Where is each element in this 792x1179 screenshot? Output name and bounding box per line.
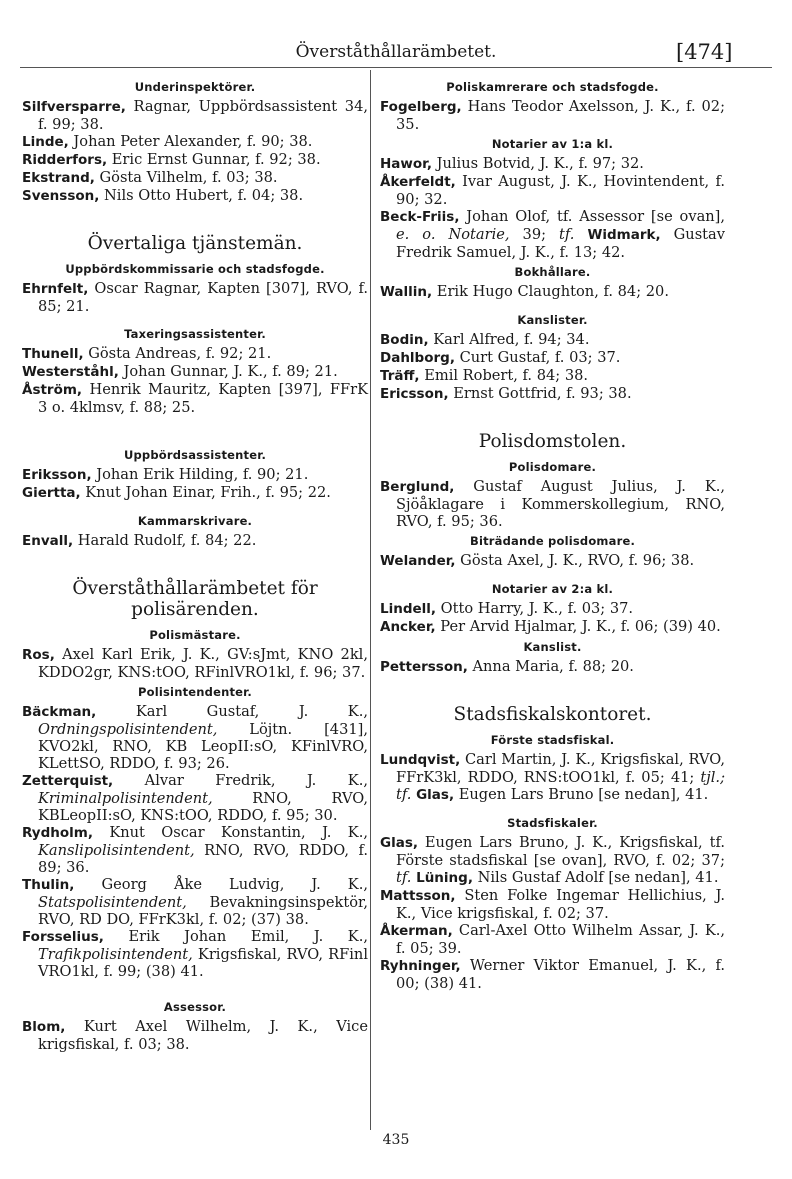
directory-entry bbox=[380, 173, 725, 208]
directory-entry bbox=[380, 658, 725, 676]
entry-text: Knut Oscar Konstantin, J. K., bbox=[92, 824, 368, 841]
entry-name: Träff, bbox=[380, 368, 420, 384]
page-reference: [474] bbox=[676, 40, 733, 64]
entry-text: Carl-Axel Otto Wilhelm Assar, J. K., f. 05; 39. bbox=[396, 922, 725, 957]
directory-entry bbox=[22, 646, 368, 681]
subsection-heading: Biträdande polisdomare. bbox=[469, 534, 636, 548]
page-number: 435 bbox=[382, 1132, 410, 1148]
entry-name: Pettersson, bbox=[380, 659, 468, 675]
directory-entry bbox=[22, 532, 368, 550]
entry-name: Rydholm, bbox=[22, 825, 93, 841]
entry-text: Per Arvid Hjalmar, J. K., f. 06; (39) 40. bbox=[435, 618, 721, 635]
entry-text: Curt Gustaf, f. 03; 37. bbox=[454, 349, 621, 366]
entry-name: Giertta, bbox=[22, 485, 81, 501]
entry-text: Bevakningsinspektör, RVO, RD DO, FFrK3kl, f. 02; (37) 38. bbox=[38, 894, 368, 928]
subsection-heading: Polismästare. bbox=[149, 628, 241, 642]
entry-text: Henrik Mauritz, Kapten [397], FFrK 3 o. 4klmsv, f. 88; 25. bbox=[38, 381, 368, 416]
entry-name: Zetterquist, bbox=[22, 773, 114, 789]
entry-text: Ernst Gottfrid, f. 93; 38. bbox=[448, 385, 632, 402]
entry-name: Lüning, bbox=[411, 870, 473, 886]
entry-title-italic: Statspolisintendent, bbox=[38, 894, 187, 911]
directory-entry bbox=[22, 703, 368, 772]
entry-name: Bodin, bbox=[380, 332, 429, 348]
entry-name: Forsselius, bbox=[22, 929, 104, 945]
subsection-heading: Poliskamrerare och stadsfogde. bbox=[446, 80, 659, 94]
subsection-heading: Bokhållare. bbox=[514, 265, 591, 279]
directory-entry bbox=[22, 151, 368, 169]
entry-text: Julius Botvid, J. K., f. 97; 32. bbox=[431, 155, 644, 172]
entry-text: Eugen Lars Bruno, J. K., Krigsfiskal, tf. Förste stadsfiskal [se ovan], RVO, f. 02; 37; bbox=[396, 834, 725, 869]
directory-entry bbox=[22, 484, 368, 502]
subsection-heading: Uppbördsassistenter. bbox=[123, 448, 267, 462]
entry-title-italic: e. o. Notarie, bbox=[396, 226, 510, 243]
section-heading: Stadsfiskalskontoret. bbox=[453, 704, 652, 725]
entry-text: Gösta Vilhelm, f. 03; 38. bbox=[94, 169, 278, 186]
entry-name: Ekstrand, bbox=[22, 170, 95, 186]
entry-name: Ryhninger, bbox=[380, 958, 461, 974]
directory-entry bbox=[380, 349, 725, 367]
directory-entry bbox=[380, 618, 725, 636]
directory-entry bbox=[380, 331, 725, 349]
section-heading: Övertaliga tjänstemän. bbox=[87, 233, 303, 254]
subsection-heading: Notarier av 1:a kl. bbox=[491, 137, 614, 151]
entry-text: Harald Rudolf, f. 84; 22. bbox=[73, 532, 257, 549]
subsection-heading: Kanslister. bbox=[517, 313, 588, 327]
entry-name: Westerståhl, bbox=[22, 364, 119, 380]
directory-entry bbox=[22, 772, 368, 824]
entry-text: RNO, RVO, KBLeopII:sO, KNS:tOO, RDDO, f. 95; 30. bbox=[38, 790, 368, 824]
subsection-heading: Polisdomare. bbox=[508, 460, 597, 474]
spacer bbox=[380, 804, 725, 812]
subsection-heading: Stadsfiskaler. bbox=[507, 816, 598, 830]
entry-text: Löjtn. [431], KVO2kl, RNO, KB LeopII:sO, KFinlVRO, KLettSO, RDDO, f. 93; 26. bbox=[38, 721, 368, 772]
entry-text: 39; bbox=[509, 226, 560, 243]
entry-text: RNO, RVO, RDDO, f. 89; 36. bbox=[38, 842, 368, 876]
entry-text: Gustav Fredrik Samuel, J. K., f. 13; 42. bbox=[396, 226, 725, 261]
spacer bbox=[380, 676, 725, 704]
entry-text: Eric Ernst Gunnar, f. 92; 38. bbox=[107, 151, 321, 168]
directory-entry bbox=[380, 600, 725, 618]
entry-text: Gösta Andreas, f. 92; 21. bbox=[83, 345, 272, 362]
entry-name: Dahlborg, bbox=[380, 350, 455, 366]
entry-text: Oscar Ragnar, Kapten [307], RVO, f. 85; 21. bbox=[38, 280, 368, 315]
entry-text: Ivar August, J. K., Hovintendent, f. 90; 32. bbox=[396, 173, 725, 208]
subsection-heading: Notarier av 2:a kl. bbox=[491, 582, 614, 596]
page-title: Överståthållarämbetet. bbox=[295, 42, 497, 62]
entry-name: Thulin, bbox=[22, 877, 75, 893]
directory-entry bbox=[380, 98, 725, 133]
entry-text: Sten Folke Ingemar Hellichius, J. K., Vice krigsfiskal, f. 02; 37. bbox=[396, 887, 725, 922]
spacer bbox=[22, 315, 368, 323]
header-rule bbox=[20, 67, 772, 68]
entry-text: Johan Olof, tf. Assessor [se ovan], bbox=[459, 208, 725, 225]
entry-name: Thunell, bbox=[22, 346, 84, 362]
entry-name: Ericsson, bbox=[380, 386, 449, 402]
directory-entry bbox=[22, 363, 368, 381]
right-column bbox=[380, 76, 725, 992]
directory-entry bbox=[380, 478, 725, 530]
directory-entry bbox=[22, 280, 368, 315]
directory-entry bbox=[380, 751, 725, 804]
subsection-heading: Kammarskrivare. bbox=[137, 514, 253, 528]
entry-text: Johan Peter Alexander, f. 90; 38. bbox=[68, 133, 313, 150]
entry-name: Svensson, bbox=[22, 188, 100, 204]
directory-entry bbox=[380, 283, 725, 301]
spacer bbox=[380, 403, 725, 431]
directory-entry bbox=[22, 876, 368, 928]
directory-entry bbox=[380, 208, 725, 261]
entry-title-italic: tf. bbox=[559, 226, 575, 243]
entry-name: Linde, bbox=[22, 134, 69, 150]
column-divider bbox=[370, 70, 371, 1130]
entry-text: Anna Maria, f. 88; 20. bbox=[467, 658, 634, 675]
entry-text: Erik Hugo Claughton, f. 84; 20. bbox=[432, 283, 669, 300]
entry-text: Nils Otto Hubert, f. 04; 38. bbox=[99, 187, 304, 204]
entry-name: Eriksson, bbox=[22, 467, 92, 483]
subsection-heading: Underinspektörer. bbox=[134, 80, 256, 94]
entry-name: Envall, bbox=[22, 533, 74, 549]
directory-entry bbox=[22, 466, 368, 484]
entry-name: Lundqvist, bbox=[380, 752, 461, 768]
spacer bbox=[380, 301, 725, 309]
directory-entry bbox=[22, 1018, 368, 1053]
entry-name: Ridderfors, bbox=[22, 152, 108, 168]
subsection-heading: Polisintendenter. bbox=[138, 685, 252, 699]
spacer bbox=[22, 205, 368, 233]
entry-name: Berglund, bbox=[380, 479, 455, 495]
directory-entry bbox=[22, 345, 368, 363]
directory-entry bbox=[22, 381, 368, 416]
directory-entry bbox=[380, 385, 725, 403]
entry-text: Krigsfiskal, RVO, RFinl VRO1kl, f. 99; (38) 41. bbox=[38, 946, 368, 980]
directory-entry bbox=[380, 922, 725, 957]
directory-entry bbox=[22, 928, 368, 980]
spacer bbox=[22, 502, 368, 510]
entry-name: Ancker, bbox=[380, 619, 436, 635]
directory-entry bbox=[380, 552, 725, 570]
entry-name: Blom, bbox=[22, 1019, 66, 1035]
entry-text: Gösta Axel, J. K., RVO, f. 96; 38. bbox=[455, 552, 695, 569]
entry-title-italic: tf. bbox=[396, 869, 412, 886]
directory-entry bbox=[22, 98, 368, 133]
directory-entry bbox=[380, 834, 725, 887]
entry-title-italic: Kriminalpolisintendent, bbox=[38, 790, 213, 807]
entry-title-italic: Trafikpolisintendent, bbox=[38, 946, 193, 963]
entry-text: Johan Erik Hilding, f. 90; 21. bbox=[91, 466, 309, 483]
entry-name: Ros, bbox=[22, 647, 55, 663]
subsection-heading: Taxeringsassistenter. bbox=[124, 327, 266, 341]
entry-text: Karl Alfred, f. 94; 34. bbox=[428, 331, 590, 348]
entry-name: Bäckman, bbox=[22, 704, 97, 720]
spacer bbox=[380, 570, 725, 578]
entry-name: Wallin, bbox=[380, 284, 433, 300]
entry-name: Fogelberg, bbox=[380, 99, 462, 115]
entry-title-italic: tjl.; tf. bbox=[396, 769, 725, 803]
entry-text: Carl Martin, J. K., Krigsfiskal, RVO, FFrK3kl, RDDO, RNS:tOO1kl, f. 05; 41; bbox=[396, 751, 725, 786]
spacer bbox=[22, 416, 368, 444]
directory-entry bbox=[22, 133, 368, 151]
entry-text: Nils Gustaf Adolf [se nedan], 41. bbox=[472, 869, 719, 886]
section-heading: Polisdomstolen. bbox=[478, 431, 627, 452]
entry-title-italic: Kanslipolisintendent, bbox=[38, 842, 195, 859]
entry-text: Erik Johan Emil, J. K., bbox=[103, 928, 368, 945]
entry-text: Axel Karl Erik, J. K., GV:sJmt, KNO 2kl, KDDO2gr, KNS:tOO, RFinlVRO1kl, f. 96; 37. bbox=[38, 646, 368, 681]
spacer bbox=[22, 550, 368, 578]
section-heading: Överståthållarämbetet för polisärenden. bbox=[72, 578, 318, 620]
subsection-heading: Kanslist. bbox=[523, 640, 582, 654]
entry-text: Emil Robert, f. 84; 38. bbox=[419, 367, 589, 384]
spacer bbox=[22, 980, 368, 996]
entry-text: Karl Gustaf, J. K., bbox=[96, 703, 368, 720]
entry-text: Georg Åke Ludvig, J. K., bbox=[74, 876, 368, 893]
directory-entry bbox=[22, 187, 368, 205]
entry-title-italic: Ordningspolisintendent, bbox=[38, 721, 218, 738]
directory-entry bbox=[380, 155, 725, 173]
entry-name: Welander, bbox=[380, 553, 456, 569]
directory-entry bbox=[380, 367, 725, 385]
entry-text: Hans Teodor Axelsson, J. K., f. 02; 35. bbox=[396, 98, 725, 133]
entry-text: Johan Gunnar, J. K., f. 89; 21. bbox=[118, 363, 338, 380]
directory-entry bbox=[22, 824, 368, 876]
entry-text: Gustaf August Julius, J. K., Sjöåklagare i Kommerskollegium, RNO, RVO, f. 95; 36. bbox=[396, 478, 725, 530]
subsection-heading: Uppbördskommissarie och stadsfogde. bbox=[65, 262, 325, 276]
entry-name: Glas, bbox=[411, 787, 455, 803]
entry-text: Eugen Lars Bruno [se nedan], 41. bbox=[454, 786, 709, 803]
subsection-heading: Förste stadsfiskal. bbox=[490, 733, 615, 747]
entry-text: Kurt Axel Wilhelm, J. K., Vice krigsfiskal, f. 03; 38. bbox=[38, 1018, 368, 1053]
entry-name: Åkerman, bbox=[380, 923, 453, 939]
entry-name: Åkerfeldt, bbox=[380, 174, 456, 190]
entry-text: Alvar Fredrik, J. K., bbox=[113, 772, 368, 789]
directory-entry bbox=[380, 957, 725, 992]
entry-text: Otto Harry, J. K., f. 03; 37. bbox=[436, 600, 634, 617]
entry-text: Werner Viktor Emanuel, J. K., f. 00; (38) 41. bbox=[396, 957, 725, 992]
entry-name: Ehrnfelt, bbox=[22, 281, 89, 297]
left-column bbox=[22, 76, 368, 1053]
entry-text: Knut Johan Einar, Frih., f. 95; 22. bbox=[80, 484, 331, 501]
directory-entry bbox=[22, 169, 368, 187]
entry-text: Ragnar, Uppbördsassistent 34, f. 99; 38. bbox=[38, 98, 368, 133]
entry-name: Widmark, bbox=[574, 227, 661, 243]
entry-name: Beck-Friis, bbox=[380, 209, 460, 225]
directory-entry bbox=[380, 887, 725, 922]
entry-name: Lindell, bbox=[380, 601, 437, 617]
subsection-heading: Assessor. bbox=[163, 1000, 227, 1014]
entry-name: Silfversparre, bbox=[22, 99, 126, 115]
entry-name: Mattsson, bbox=[380, 888, 456, 904]
entry-name: Hawor, bbox=[380, 156, 432, 172]
entry-name: Glas, bbox=[380, 835, 418, 851]
entry-name: Åström, bbox=[22, 382, 83, 398]
